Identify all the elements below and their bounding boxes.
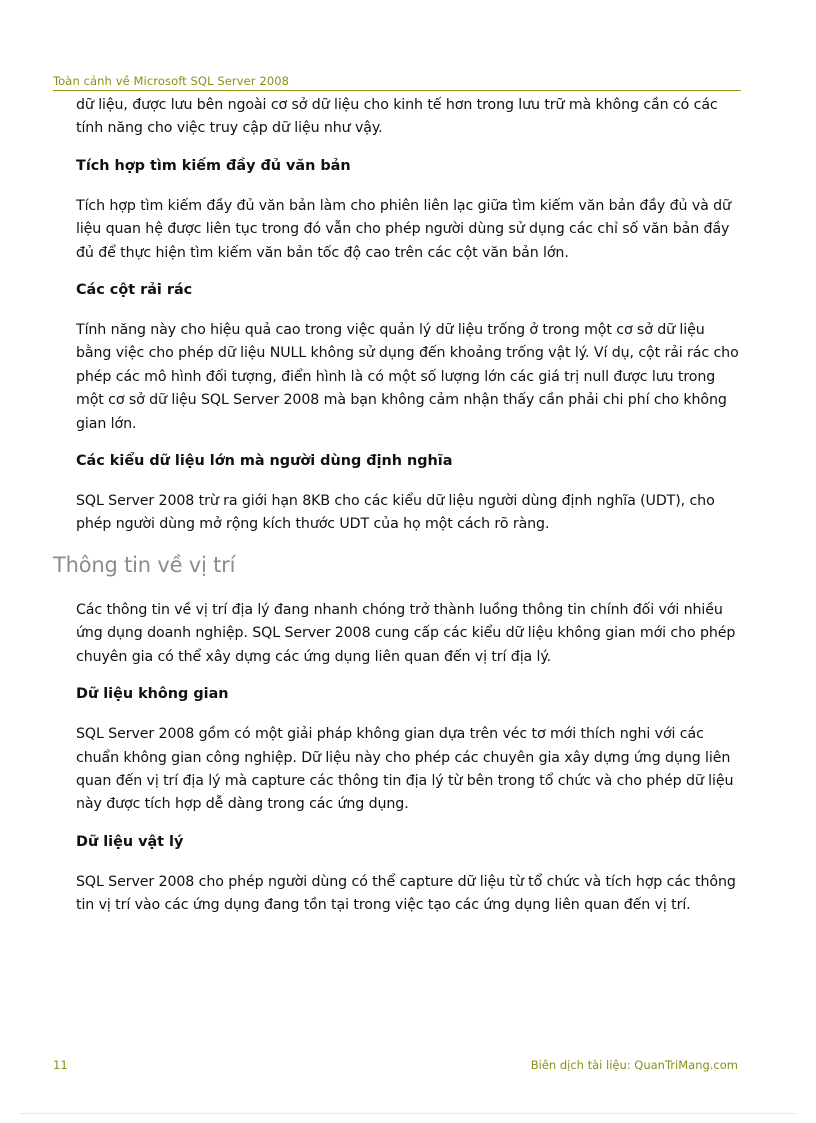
header-rule [53, 90, 741, 91]
paragraph-large-udt: SQL Server 2008 trừ ra giới hạn 8KB cho các kiểu dữ liệu người dùng định nghĩa (UDT), cho phép người dùng mở rộng kích thước UDT của họ một cách rõ ràng. [76, 493, 715, 533]
subheading-sparse-columns: Các cột rải rác [76, 282, 193, 299]
subheading-spatial-data: Dữ liệu không gian [76, 686, 229, 703]
paragraph-physical-data: SQL Server 2008 cho phép người dùng có thể capture dữ liệu từ tổ chức và tích hợp các thông tin vị trí vào các ứng dụng đang tồn tại trong việc tạo các ứng dụng liên quan đến vị trí. [76, 873, 736, 914]
page-number: 11 [53, 1058, 68, 1072]
paragraph-location: Các thông tin về vị trí địa lý đang nhanh chóng trở thành luồng thông tin chính đối với nhiều ứng dụng doanh nghiệp. SQL Server 2008 cung cấp các kiểu dữ liệu không gian mới cho phép chuyên gia có thể xây dựng các ứng dụng liên quan đến vị trí địa lý. [76, 601, 736, 665]
subheading-large-udt: Các kiểu dữ liệu lớn mà người dùng định nghĩa [76, 453, 453, 470]
paragraph-spatial-data: SQL Server 2008 gồm có một giải pháp không gian dựa trên véc tơ mới thích nghi với các chuẩn không gian công nghiệp. Dữ liệu này cho phép các chuyên gia xây dựng ứng dụng liên quan đến vị trí địa lý mà capture các thông tin địa lý từ bên trong tổ chức và cho phép dữ liệu này được tích hợp dễ dàng trong các ứng dụng. [76, 726, 734, 813]
paragraph-sparse-columns: Tính năng này cho hiệu quả cao trong việc quản lý dữ liệu trống ở trong một cơ sở dữ liệu bằng việc cho phép dữ liệu NULL không sử dụng đến khoảng trống vật lý. Ví dụ, cột rải rác cho phép các mô hình đối tượng, điển hình là có một số lượng lớn các giá trị null được lưu trong một cơ sở dữ liệu SQL Server 2008 mà bạn không cảm nhận thấy cần phải chi phí cho không gian lớn. [76, 322, 739, 432]
paragraph-continuation: dữ liệu, được lưu bên ngoài cơ sở dữ liệu cho kinh tế hơn trong lưu trữ mà không cần có các tính năng cho việc truy cập dữ liệu như vậy. [76, 97, 718, 137]
subheading-physical-data: Dữ liệu vật lý [76, 833, 184, 850]
page-bottom-edge [20, 1113, 796, 1114]
paragraph-full-text-search: Tích hợp tìm kiếm đầy đủ văn bản làm cho phiên liên lạc giữa tìm kiếm văn bản đầy đủ và dữ liệu quan hệ được liên tục trong đó vẫn cho phép người dùng sử dụng các chỉ số văn bản đầy đủ để thực hiện tìm kiếm văn bản tốc độ cao trên các cột văn bản lớn. [76, 197, 731, 261]
running-header: Toàn cảnh về Microsoft SQL Server 2008 [53, 74, 290, 88]
section-title-location: Thông tin về vị trí [53, 552, 236, 577]
subheading-full-text-search: Tích hợp tìm kiếm đầy đủ văn bản [76, 157, 351, 174]
page-content [53, 94, 740, 932]
footer-credit: Biên dịch tài liệu: QuanTriMang.com [530, 1058, 738, 1072]
